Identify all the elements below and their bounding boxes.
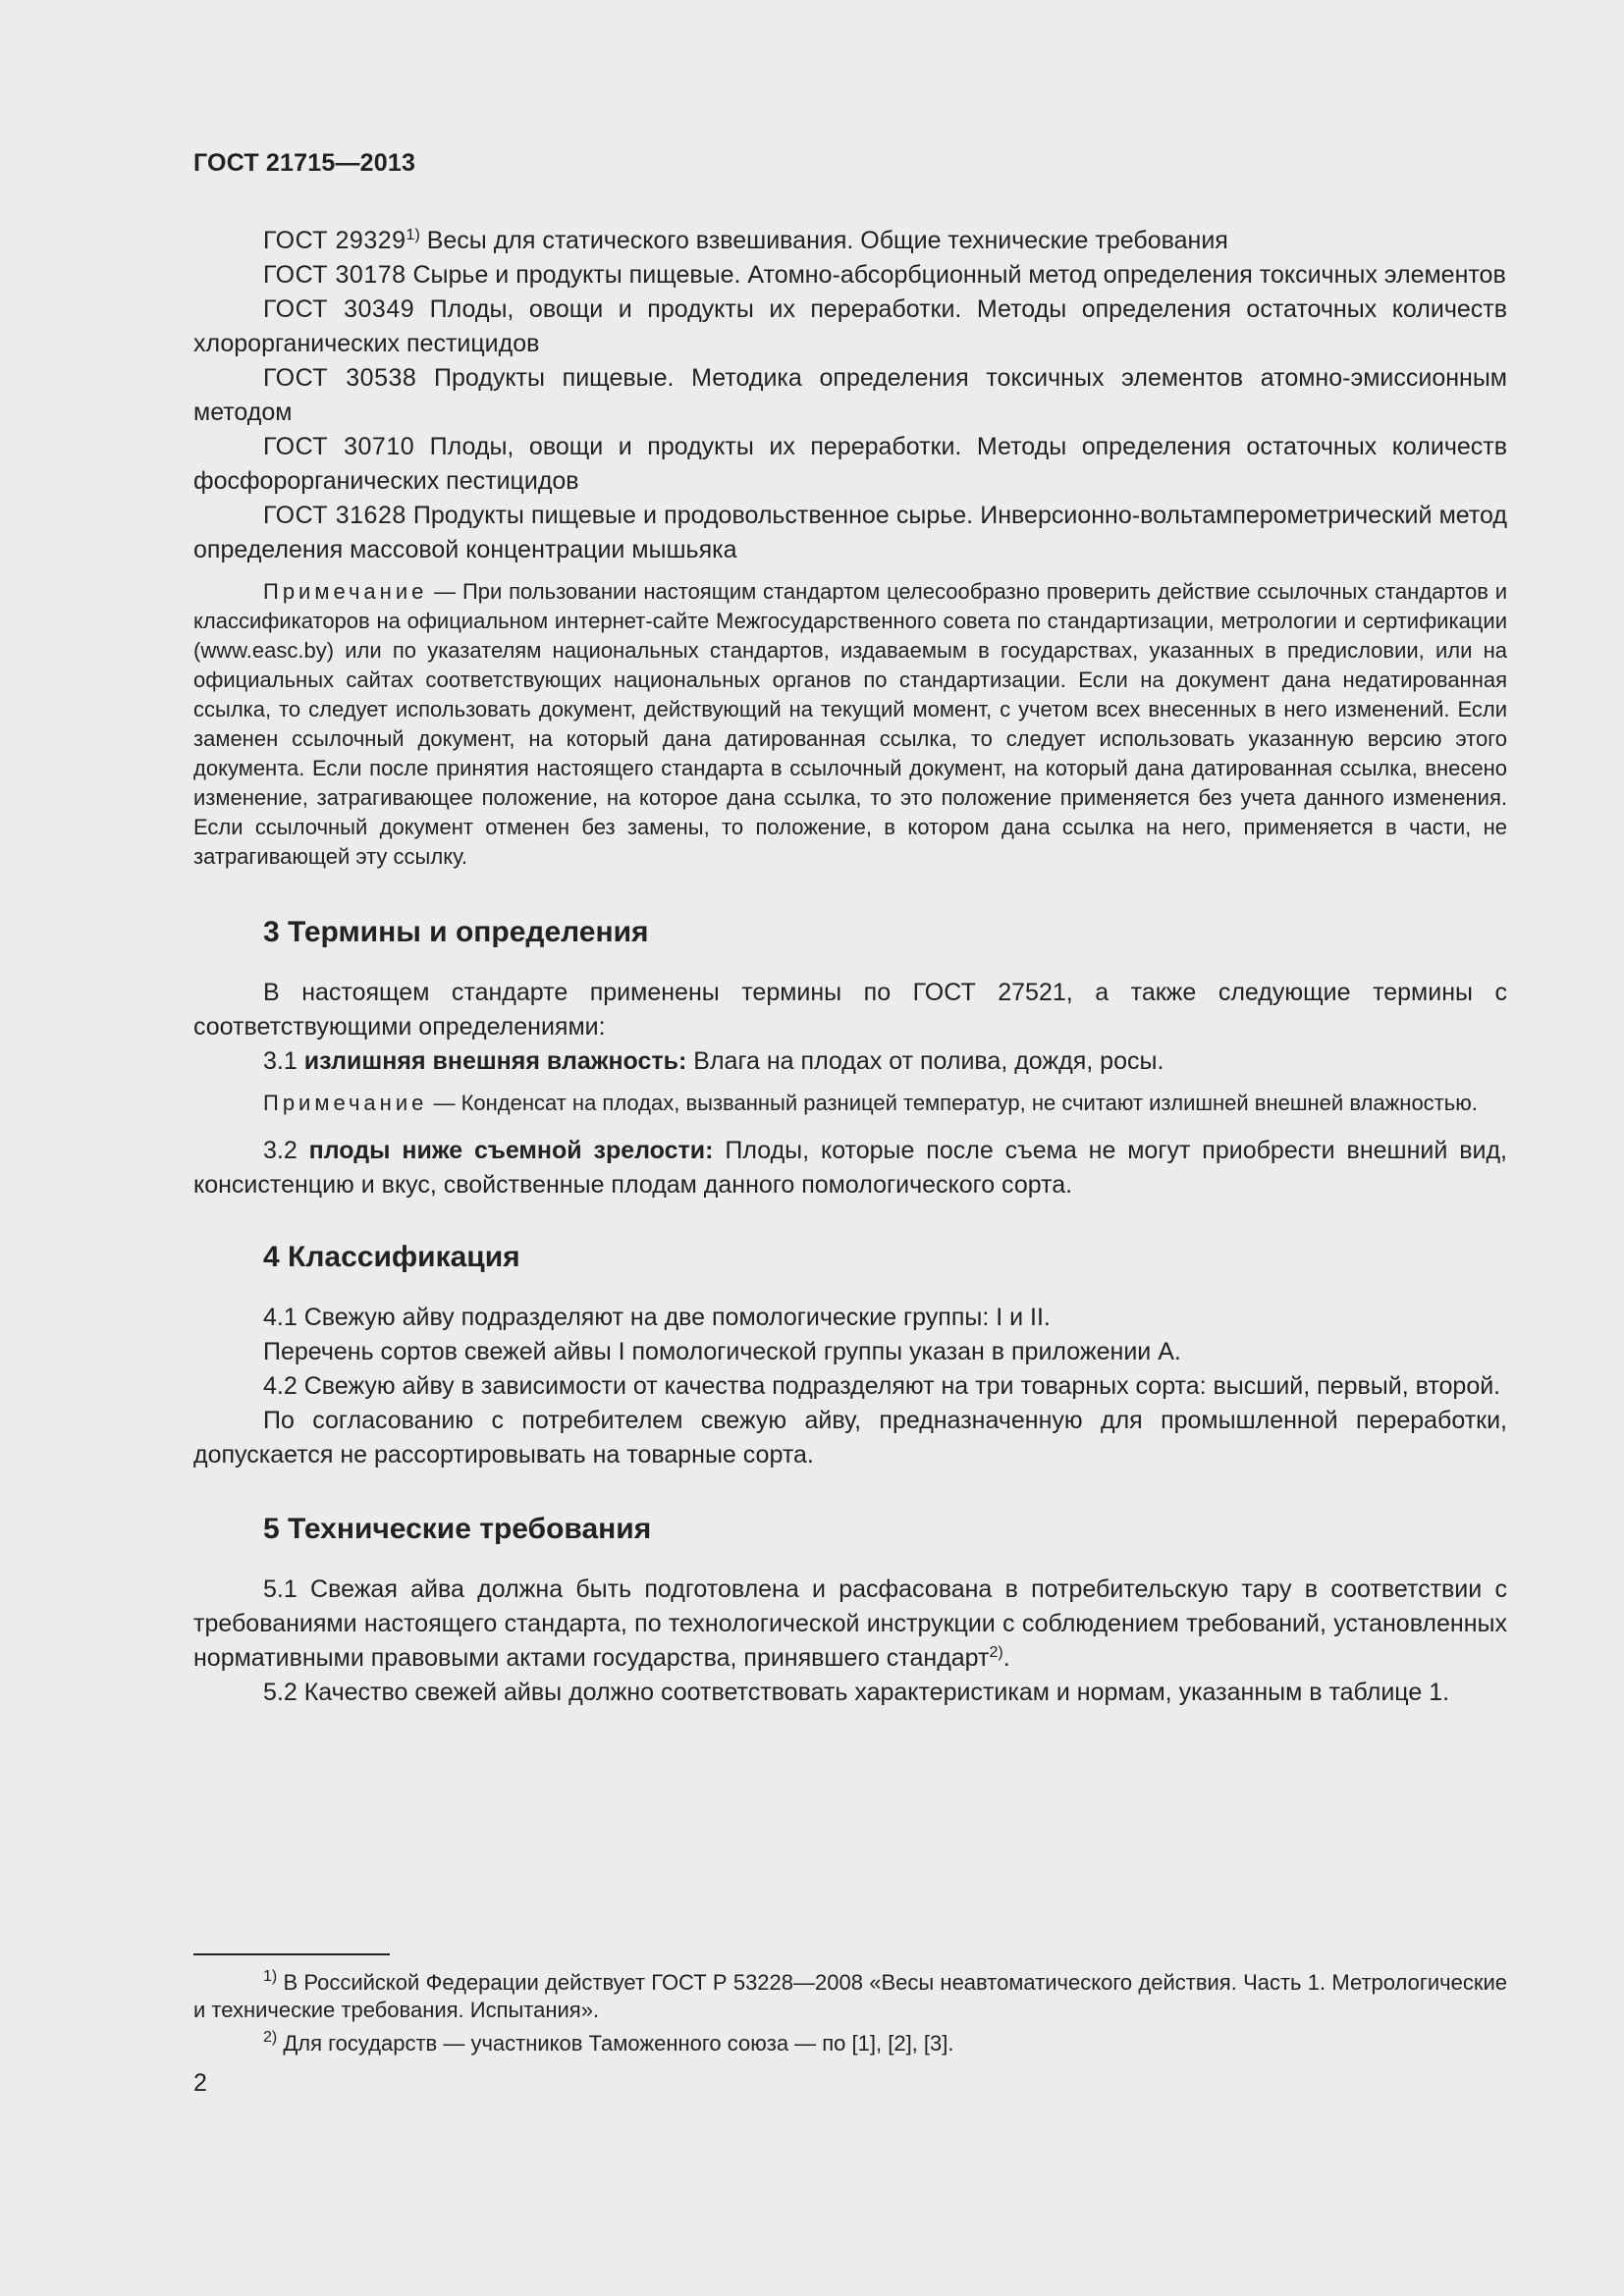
footnote-divider <box>193 1953 390 1955</box>
term-3-2: 3.2 плоды ниже съемной зрелости: Плоды, которые после съема не могут приобрести внешний вид, консистенцию и вкус, свойственные плодам данного помологического сорта. <box>193 1137 1508 1199</box>
page-number: 2 <box>193 2069 207 2097</box>
footnote-item: $^{1)}$ В Российской Федерации действует ГОСТ Р 53228—2008 «Весы неавтоматического действия. Часть 1. Метрологические и технические требования. Испытания». <box>193 1968 1507 2022</box>
reference-item: ГОСТ 30349 Плоды, овощи и продукты их переработки. Методы определения остаточных количеств хлорорганических пестицидов <box>193 295 1507 357</box>
clause-4-2: 4.2 Свежую айву в зависимости от качества подразделяют на три товарных сорта: высший, первый, второй. <box>263 1372 1501 1400</box>
reference-item: ГОСТ 31628 Продукты пищевые и продовольственное сырье. Инверсионно-вольтамперометрический метод определения массовой концентрации мышьяка <box>193 502 1507 563</box>
clause-5-2: 5.2 Качество свежей айвы должно соответствовать характеристикам и нормам, указанным в таблице 1. <box>263 1679 1450 1706</box>
section-3-title: 3 Термины и определения <box>263 916 649 948</box>
normative-references-list <box>193 224 1507 567</box>
document-header: ГОСТ 21715—2013 <box>193 149 416 177</box>
footnotes <box>193 1953 1507 2063</box>
clause-4-1-annex-ref: Перечень сортов свежей айвы I помологической группы указан в приложении А. <box>263 1338 1181 1365</box>
footnote-item: $^{2)}$ Для государств — участников Таможенного союза — по [1], [2], [3]. <box>263 2029 954 2056</box>
section-3-intro: В настоящем стандарте применены термины по ГОСТ 27521, а также следующие термины с соответствующими определениями: <box>193 979 1507 1041</box>
references-note: Примечание — При пользовании настоящим стандартом целесообразно проверить действие ссылочных стандартов и классификаторов на официальном интернет-сайте Межгосударственного совета по стандартизации, метрологии и сертификации (www.easc.by) или по указателям национальных стандартов, издаваемым в государствах, указанных в предисловии, или на официальных сайтах соответствующих национальных органов по стандартизации. Если на документ дана недатированная ссылка, то следует использовать документ, действующий на текущий момент, с учетом всех внесенных в него изменений. Если заменен ссылочный документ, на который дана датированная ссылка, то следует использовать указанную версию этого документа. Если после принятия настоящего стандарта в ссылочный документ, на который дана датированная ссылка, внесено изменение, затрагивающее положение, на которое дана ссылка, то это положение применяется без учета данного изменения. Если ссылочный документ отменен без замены, то положение, в котором дана ссылка на него, применяется в части, не затрагивающей эту ссылку. <box>193 579 1507 869</box>
clause-4-1: 4.1 Свежую айву подразделяют на две помологические группы: I и II. <box>263 1304 1051 1331</box>
clause-5-1: 5.1 Свежая айва должна быть подготовлена и расфасована в потребительскую тару в соответствии с требованиями настоящего стандарта, по технологической инструкции с соблюдением требований, установленных нормативными правовыми актами государства, принявшего стандарт$^{2)}$. <box>193 1575 1507 1672</box>
term-3-1-note: Примечание — Конденсат на плодах, вызванный разницей температур, не считают излишней внешней влажностью. <box>263 1091 1478 1115</box>
section-5-title: 5 Технические требования <box>263 1513 652 1545</box>
term-3-1: 3.1 излишняя внешняя влажность: Влага на плодах от полива, дождя, росы. <box>263 1047 1164 1075</box>
section-4-title: 4 Классификация <box>263 1241 520 1273</box>
reference-item: ГОСТ 30178 Сырье и продукты пищевые. Атомно-абсорбционный метод определения токсичных элементов <box>263 261 1506 289</box>
page-content <box>193 224 1507 1710</box>
reference-item: ГОСТ 29329$^{1)}$ Весы для статического взвешивания. Общие технические требования <box>263 227 1228 254</box>
reference-item: ГОСТ 30710 Плоды, овощи и продукты их переработки. Методы определения остаточных количеств фосфорорганических пестицидов <box>193 433 1507 495</box>
clause-4-2-industrial: По согласованию с потребителем свежую айву, предназначенную для промышленной переработки, допускается не рассортировывать на товарные сорта. <box>193 1407 1507 1468</box>
reference-item: ГОСТ 30538 Продукты пищевые. Методика определения токсичных элементов атомно-эмиссионным методом <box>193 364 1507 426</box>
